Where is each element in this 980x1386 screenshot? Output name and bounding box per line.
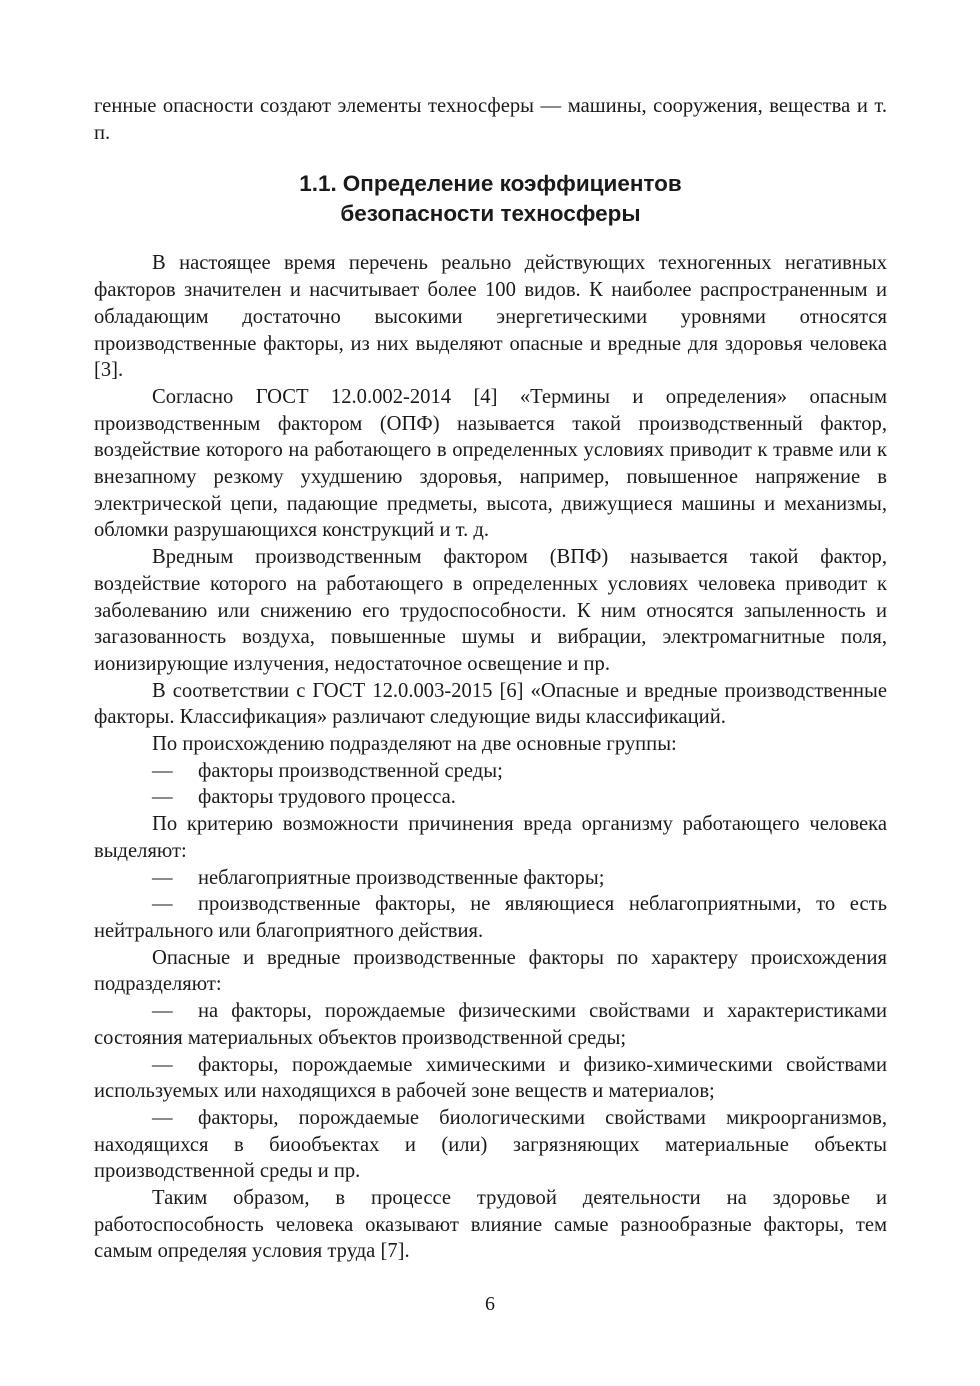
list-item [94,891,887,944]
paragraph-1: В настоящее время перечень реально действующих техногенных негативных факторов значителен и насчитывает более 100 видов. К наиболее распространенным и обладающим достаточно высокими энергетическими уровнями относятся производственные факторы, из них выделяют опасные и вредные для здоровья человека [3]. [94,252,887,382]
harm-intro: По критерию возможности причинения вреда организму работающего человека выделяют: [94,813,887,862]
section-title-line-2: безопасности техносферы [340,201,641,227]
dash-mark: — [152,1106,173,1129]
document-page [94,93,887,1265]
paragraph-3: Вредным производственным фактором (ВПФ) называется такой фактор, воздействие которого на работающего в определенных условиях человека приводит к заболеванию или снижению его трудоспособности. К ним относятся запыленность и загазованность воздуха, повышенные шумы и вибрации, электромагнитные поля, ионизирующие излучения, недостаточное освещение и пр. [94,546,887,675]
section-heading-line-1 [94,169,887,199]
intro-paragraph: генные опасности создают элементы техносферы — машины, сооружения, вещества и т. п. [94,95,887,144]
list-item-text: неблагоприятные производственные факторы; [198,866,605,889]
conclusion-paragraph: Таким образом, в процессе трудовой деятельности на здоровье и работоспособность человека оказывают влияние самые разнообразные факторы, тем самым определяя условия труда [7]. [94,1187,887,1263]
list-item [94,758,887,785]
list-item-text: факторы, порождаемые биологическими свойствами микроорганизмов, находящихся в биообъектах и (или) загрязняющих материальные объекты производственной среды и пр. [94,1106,887,1183]
dash-mark: — [152,786,173,809]
origin-intro: По происхождению подразделяют на две основные группы: [152,733,677,756]
dash-mark: — [152,866,173,889]
list-item-text: факторы трудового процесса. [198,786,456,809]
list-item [94,998,887,1051]
list-item [94,1105,887,1185]
section-number: 1.1. [299,171,337,197]
paragraph-2: Согласно ГОСТ 12.0.002-2014 [4] «Термины и определения» опасным производственным фактором (ОПФ) называется такой производственный фактор, воздействие которого на работающего в определенных условиях приводит к травме или к внезапному резкому ухудшению здоровья, например, повышенное напряжение в электрической цепи, падающие предметы, высота, движущиеся машины и механизмы, обломки разрушающихся конструкций и т. д. [94,385,887,542]
list-item-text: факторы, порождаемые химическими и физико-химическими свойствами используемых или находящихся в рабочей зоне веществ и материалов; [94,1053,887,1103]
list-item [94,784,887,811]
section-heading [94,169,887,229]
dash-mark: — [152,893,173,916]
dash-mark: — [152,1053,173,1076]
list-item-text: факторы производственной среды; [198,759,503,782]
paragraph-4: В соответствии с ГОСТ 12.0.003-2015 [6] «Опасные и вредные производственные факторы. Классификация» различают следующие виды классификаций. [94,679,887,729]
nature-intro: Опасные и вредные производственные факторы по характеру происхождения подразделяют: [94,946,887,996]
list-item-text: на факторы, порождаемые физическими свойствами и характеристиками состояния материальных объектов производственной среды; [94,1000,887,1049]
section-title-line-1: Определение коэффициентов [342,171,682,197]
page-number: 6 [485,1293,495,1315]
list-item [94,865,887,892]
dash-mark: — [152,759,173,782]
dash-mark: — [152,1000,173,1023]
list-item [94,1052,887,1105]
list-item-text: производственные факторы, не являющиеся неблагоприятными, то есть нейтрального или благоприятного действия. [94,893,887,942]
